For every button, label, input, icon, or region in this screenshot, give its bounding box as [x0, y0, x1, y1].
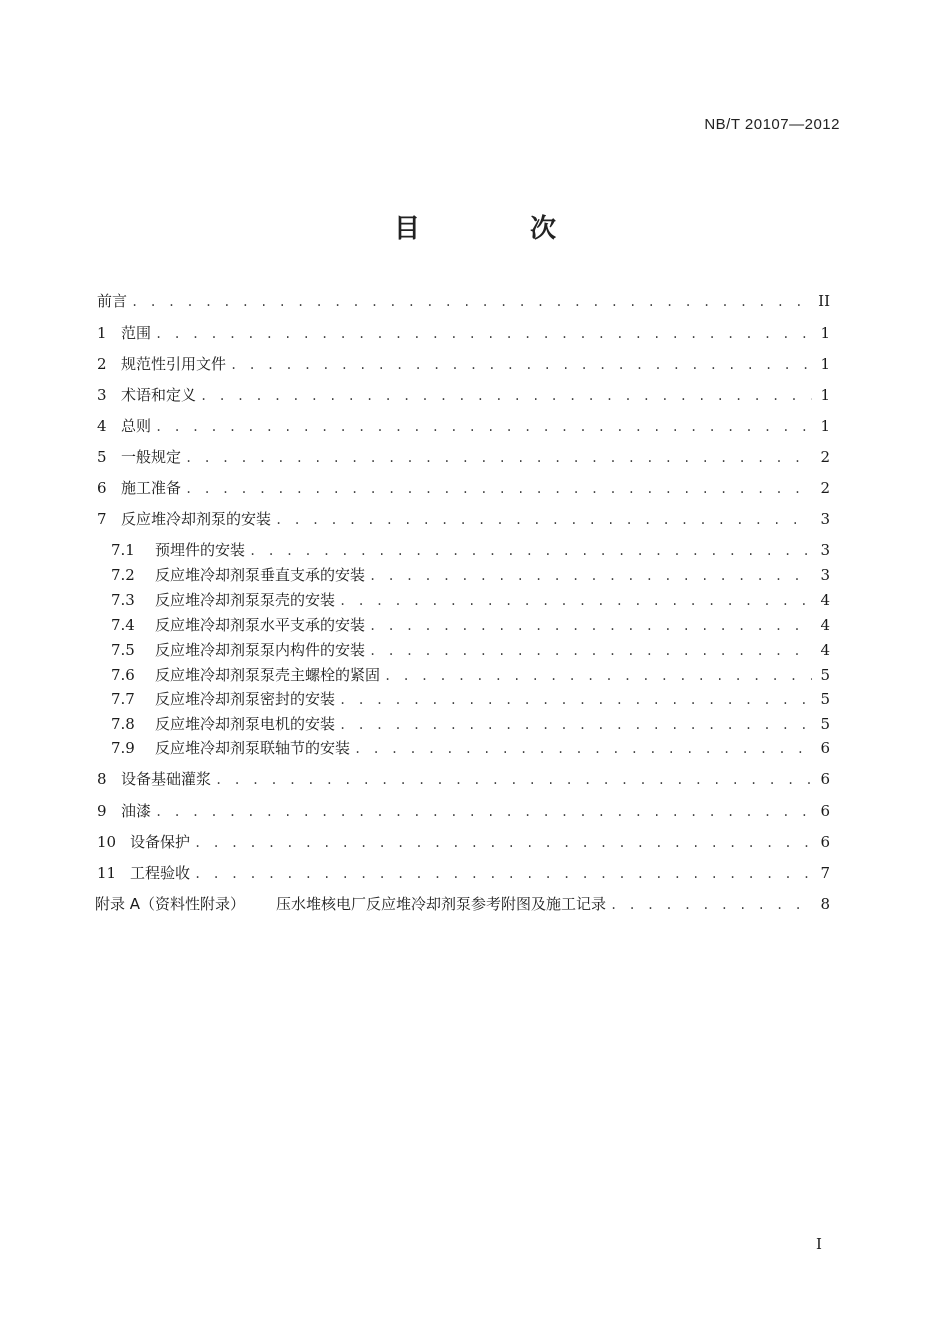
toc-entry-page: 6 [820, 739, 830, 757]
toc-entry-7-4[interactable] [111, 614, 830, 636]
toc-entry-4[interactable] [97, 415, 830, 437]
toc-entry-page: 2 [820, 479, 830, 497]
toc-entry-label: 范围 [121, 324, 152, 342]
toc-entry-3[interactable] [97, 384, 830, 406]
toc-entry-page: 1 [820, 324, 830, 342]
leader-dots [155, 323, 812, 345]
toc-entry-page: II [818, 292, 830, 310]
toc-entry-7-9[interactable] [111, 737, 830, 759]
toc-entry-page: 6 [820, 770, 830, 788]
toc-entry-5[interactable] [97, 446, 830, 468]
leader-dots [339, 689, 812, 711]
toc-entry-number: 8 [97, 770, 107, 788]
toc-entry-label: 油漆 [121, 802, 152, 820]
toc-entry-label: 反应堆冷却剂泵水平支承的安装 [155, 616, 366, 634]
leader-dots [610, 894, 812, 916]
toc-entry-page: 8 [820, 895, 830, 913]
toc-entry-7-5[interactable] [111, 639, 830, 661]
toc-entry-7-6[interactable] [111, 664, 830, 686]
toc-entry-number: 4 [97, 417, 107, 435]
toc-entry-11[interactable] [97, 862, 830, 884]
toc-entry-foreword[interactable] [97, 290, 830, 312]
toc-entry-page: 6 [820, 833, 830, 851]
toc-entry-2[interactable] [97, 353, 830, 375]
toc-entry-label: 工程验收 [130, 864, 191, 882]
toc-entry-page: 1 [820, 417, 830, 435]
toc-entry-number: 7.9 [111, 739, 135, 757]
toc-entry-label: 施工准备 [121, 479, 182, 497]
toc-entry-page: 7 [820, 864, 830, 882]
leader-dots [185, 478, 812, 500]
toc-entry-number: 7.2 [111, 566, 135, 584]
toc-entry-page: 3 [820, 566, 830, 584]
toc-entry-label: 反应堆冷却剂泵电机的安装 [155, 715, 336, 733]
toc-entry-label: 反应堆冷却剂泵泵内构件的安装 [155, 641, 366, 659]
toc-entry-label: 预埋件的安装 [155, 541, 246, 559]
toc-entry-1[interactable] [97, 322, 830, 344]
toc-entry-7-8[interactable] [111, 713, 830, 735]
leader-dots [185, 447, 812, 469]
page-number: I [816, 1235, 822, 1253]
toc-entry-label: 设备基础灌浆 [121, 770, 212, 788]
leader-dots [384, 665, 812, 687]
toc-entry-label: 反应堆冷却剂泵密封的安装 [155, 690, 336, 708]
toc-entry-number: 7.7 [111, 690, 135, 708]
toc-entry-page: 5 [820, 715, 830, 733]
toc-entry-7[interactable] [97, 508, 830, 530]
toc-entry-label: 规范性引用文件 [121, 355, 227, 373]
toc-entry-label: 反应堆冷却剂泵垂直支承的安装 [155, 566, 366, 584]
standard-code: NB/T 20107—2012 [704, 116, 840, 133]
leader-dots [339, 714, 812, 736]
toc-entry-label: 压水堆核电厂反应堆冷却剂泵参考附图及施工记录 [276, 895, 607, 913]
toc-entry-number: 10 [97, 833, 117, 851]
toc-entry-page: 5 [820, 690, 830, 708]
leader-dots [155, 416, 812, 438]
toc-entry-number: 6 [97, 479, 107, 497]
toc-entry-number: 9 [97, 802, 107, 820]
toc-entry-page: 4 [820, 591, 830, 609]
leader-dots [194, 832, 812, 854]
toc-entry-number: 7.4 [111, 616, 135, 634]
leader-dots [200, 385, 812, 407]
toc-entry-label: 设备保护 [130, 833, 191, 851]
toc-entry-page: 3 [820, 541, 830, 559]
toc-entry-label: 反应堆冷却剂泵联轴节的安装 [155, 739, 351, 757]
toc-entry-page: 1 [820, 355, 830, 373]
toc-entry-label: 反应堆冷却剂泵泵壳的安装 [155, 591, 336, 609]
leader-dots [155, 801, 812, 823]
toc-entry-page: 4 [820, 641, 830, 659]
toc-entry-number: 7.3 [111, 591, 135, 609]
toc-entry-number: 7 [97, 510, 107, 528]
toc-entry-number: 5 [97, 448, 107, 466]
leader-dots [354, 738, 812, 760]
leader-dots [275, 509, 812, 531]
toc-entry-6[interactable] [97, 477, 830, 499]
toc-entry-7-7[interactable] [111, 688, 830, 710]
toc-entry-7-1[interactable] [111, 539, 830, 561]
leader-dots [339, 590, 812, 612]
leader-dots [369, 640, 812, 662]
page-title: 目 次 [393, 214, 598, 244]
toc-entry-number: 3 [97, 386, 107, 404]
toc-entry-label: 一般规定 [121, 448, 182, 466]
toc-entry-page: 1 [820, 386, 830, 404]
toc-entry-page: 5 [820, 666, 830, 684]
toc-entry-9[interactable] [97, 800, 830, 822]
leader-dots [131, 291, 812, 313]
toc-entry-number: 7.8 [111, 715, 135, 733]
leader-dots [369, 565, 812, 587]
toc-entry-label: 前言 [97, 292, 128, 310]
toc-entry-number: 7.5 [111, 641, 135, 659]
toc-entry-number: 11 [97, 864, 117, 882]
leader-dots [194, 863, 812, 885]
toc-entry-number: 附录 A（资料性附录） [95, 895, 246, 913]
toc-entry-number: 1 [97, 324, 107, 342]
toc-entry-label: 术语和定义 [121, 386, 197, 404]
toc-entry-label: 总则 [121, 417, 152, 435]
toc-entry-10[interactable] [97, 831, 830, 853]
toc-entry-appendix-a[interactable] [95, 893, 830, 915]
toc-entry-label: 反应堆冷却剂泵的安装 [121, 510, 272, 528]
leader-dots [369, 615, 812, 637]
toc-entry-page: 2 [820, 448, 830, 466]
leader-dots [249, 540, 812, 562]
toc-entry-7-3[interactable] [111, 589, 830, 611]
leader-dots [230, 354, 812, 376]
toc-entry-8[interactable] [97, 768, 830, 790]
toc-entry-label: 反应堆冷却剂泵泵壳主螺栓的紧固 [155, 666, 381, 684]
toc-entry-page: 6 [820, 802, 830, 820]
leader-dots [215, 769, 812, 791]
toc-entry-number: 7.6 [111, 666, 135, 684]
toc-entry-page: 3 [820, 510, 830, 528]
toc-entry-number: 2 [97, 355, 107, 373]
toc-entry-7-2[interactable] [111, 564, 830, 586]
toc-entry-number: 7.1 [111, 541, 135, 559]
toc-entry-page: 4 [820, 616, 830, 634]
